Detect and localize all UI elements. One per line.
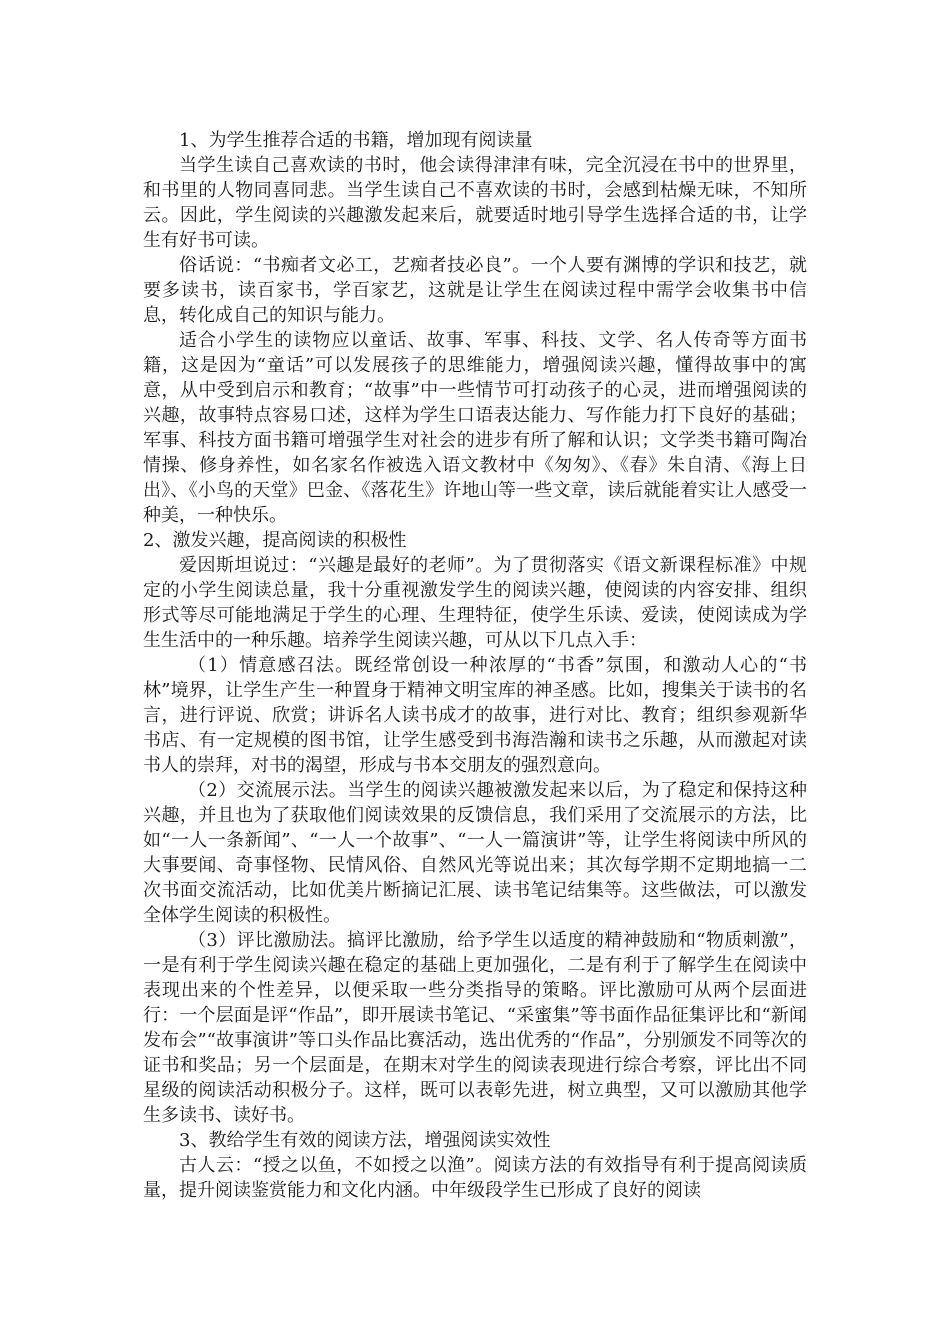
heading-recommend-books: 1、为学生推荐合适的书籍，增加现有阅读量 [179, 130, 533, 151]
heading-stimulate-interest: 2、激发兴趣，提高阅读的积极性 [143, 530, 407, 551]
paragraph-method-3: （3）评比激励法。搞评比激励，给予学生以适度的精神鼓励和“物质刺激”，一是有利于学生阅读兴趣在稳定的基础上更加强化，二是有利于了解学生在阅读中表现出来的个性差异，以便采取一些分类指导的策略。评比激励可从两个层面进行：一个层面是评“作品”，即开展读书笔记、“采蜜集”等书面作品征集评比和“新闻发布会”“故事演讲”等口头作品比赛活动，选出优秀的“作品”，分别颁发不同等次的证书和奖品；另一个层面是，在期末对学生的阅读表现进行综合考察，评比出不同星级的阅读活动积极分子。这样，既可以表彰先进，树立典型，又可以激励其他学生多读书、读好书。 [143, 930, 807, 1126]
paragraph-einstein: 爱因斯坦说过：“兴趣是最好的老师”。为了贯彻落实《语文新课程标准》中规定的小学生阅读总量，我十分重视激发学生的阅读兴趣，使阅读的内容安排、组织形式等尽可能地满足于学生的心理、生理特征，使学生乐读、爱读，使阅读成为学生生活中的一种乐趣。培养学生阅读兴趣，可从以下几点入手： [143, 555, 807, 651]
heading-reading-methods: 3、教给学生有效的阅读方法，增强阅读实效性 [179, 1130, 551, 1151]
document-body [143, 128, 807, 1203]
paragraph-method-2: （2）交流展示法。当学生的阅读兴趣被激发起来以后，为了稳定和保持这种兴趣，并且也为了获取他们阅读效果的反馈信息，我们采用了交流展示的方法，比如“一人一条新闻”、“一人一个故事”、“一人一篇演讲”等，让学生将阅读中所风的大事要闻、奇事怪物、民情风俗、自然风光等说出来；其次每学期不定期地搞一二次书面交流活动，比如优美片断摘记汇展、读书笔记结集等。这些做法，可以激发全体学生阅读的积极性。 [143, 780, 807, 926]
paragraph-suitable-reading: 适合小学生的读物应以童话、故事、军事、科技、文学、名人传奇等方面书籍，这是因为“童话”可以发展孩子的思维能力，增强阅读兴趣，懂得故事中的寓意，从中受到启示和教育；“故事”中一些情节可打动孩子的心灵，进而增强阅读的兴趣，故事特点容易口述，这样为学生口语表达能力、写作能力打下良好的基础；军事、科技方面书籍可增强学生对社会的进步有所了解和认识；文学类书籍可陶冶情操、修身养性，如名家名作被选入语文教材中《匆匆》、《春》朱自清、《海上日出》、《小鸟的天堂》巴金、《落花生》许地山等一些文章，读后就能着实让人感受一种美，一种快乐。 [143, 330, 807, 526]
paragraph-reading-preference: 当学生读自己喜欢读的书时，他会读得津津有味，完全沉浸在书中的世界里，和书里的人物同喜同悲。当学生读自己不喜欢读的书时，会感到枯燥无味，不知所云。因此，学生阅读的兴趣激发起来后，就要适时地引导学生选择合适的书，让学生有好书可读。 [143, 155, 807, 251]
paragraph-method-1: （1）情意感召法。既经常创设一种浓厚的“书香”氛围，和激动人心的“书林”境界，让学生产生一种置身于精神文明宝库的神圣感。比如，搜集关于读书的名言，进行评说、欣赏；讲诉名人读书成才的故事，进行对比、教育；组织参观新华书店、有一定规模的图书馆，让学生感受到书海浩瀚和读书之乐趣，从而激起对读书人的崇拜，对书的渴望，形成与书本交朋友的强烈意向。 [143, 655, 807, 776]
paragraph-proverb: 俗话说：“书痴者文必工，艺痴者技必良”。一个人要有渊博的学识和技艺，就要多读书，读百家书，学百家艺，这就是让学生在阅读过程中需学会收集书中信息，转化成自己的知识与能力。 [143, 255, 807, 326]
paragraph-ancient-saying: 古人云：“授之以鱼，不如授之以渔”。阅读方法的有效指导有利于提高阅读质量，提升阅读鉴赏能力和文化内涵。中年级段学生已形成了良好的阅读 [143, 1155, 807, 1201]
